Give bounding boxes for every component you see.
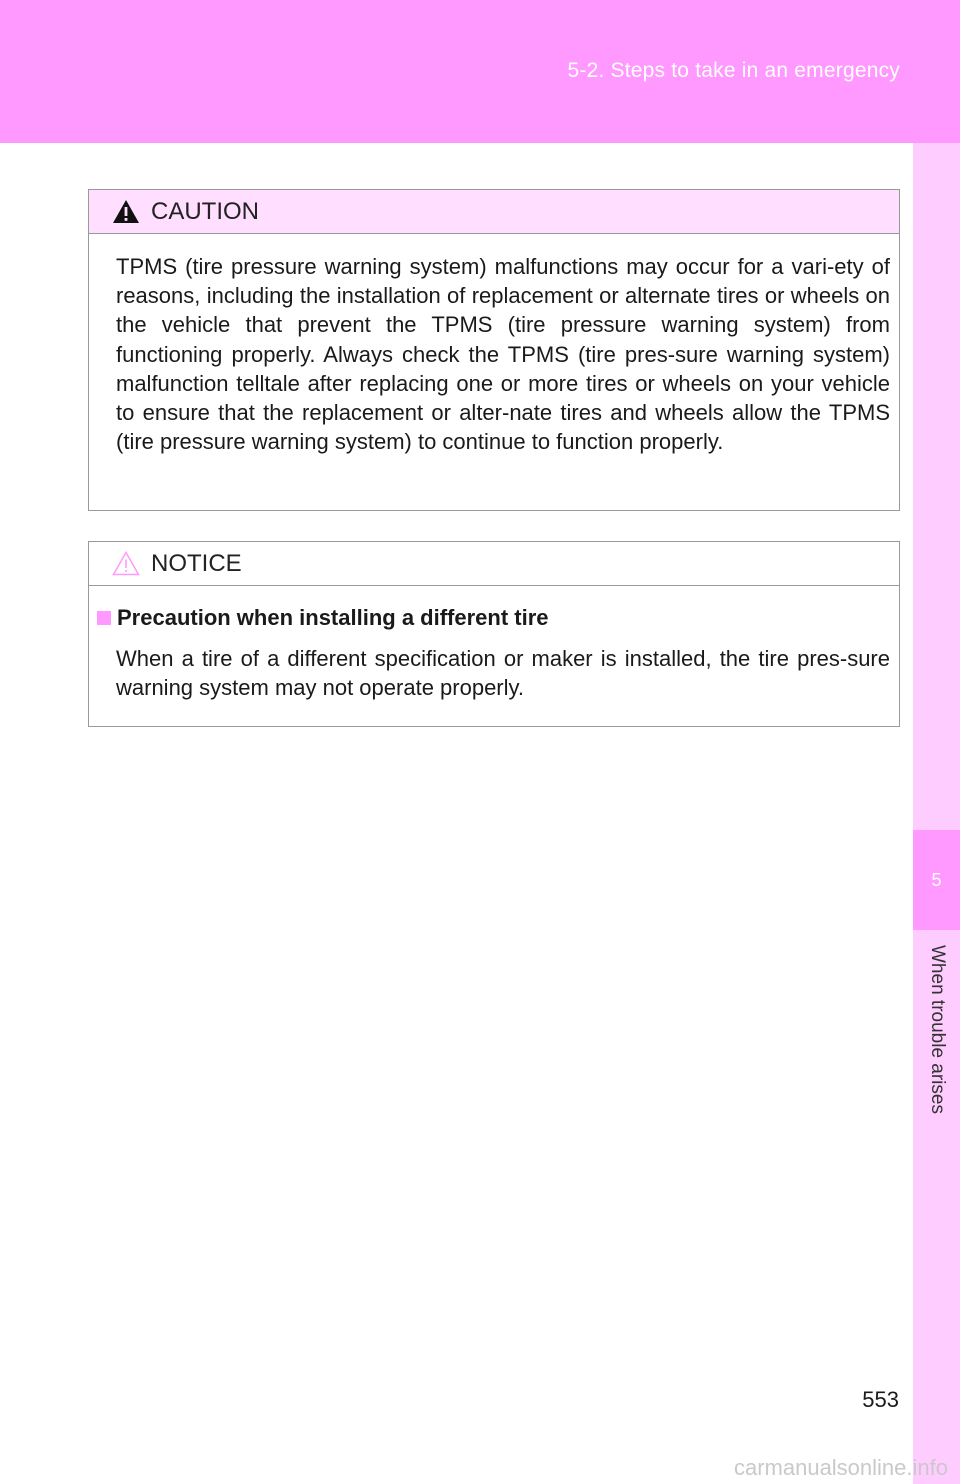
watermark: carmanualsonline.info <box>733 1455 948 1480</box>
warning-triangle-filled-icon <box>112 199 140 224</box>
notice-box <box>88 541 900 727</box>
caution-box <box>88 189 900 511</box>
caution-title: CAUTION <box>151 198 259 225</box>
page-number: 553 <box>862 1387 899 1412</box>
section-title: 5-2. Steps to take in an emergency <box>567 59 900 82</box>
notice-heading-text: Precaution when installing a different tire <box>117 605 549 630</box>
square-bullet-icon <box>97 611 111 625</box>
warning-triangle-outline-icon <box>112 551 140 576</box>
notice-title: NOTICE <box>151 550 242 577</box>
caution-header <box>89 190 899 234</box>
chapter-title-tab: When trouble arises <box>927 945 948 1114</box>
notice-text: When a tire of a different specification or maker is installed, the tire pres-sure warning system may not operate properly. <box>116 646 890 701</box>
notice-header <box>89 542 899 586</box>
page-header <box>0 0 960 143</box>
notice-subheading <box>97 605 549 631</box>
chapter-number-tab: 5 <box>913 830 960 930</box>
side-tab <box>913 143 960 1484</box>
caution-text: TPMS (tire pressure warning system) malfunctions may occur for a vari-ety of reasons, including the installation of replacement or alternate tires or wheels on the vehicle that prevent the TPMS (tire pressure warning system) from functioning properly. Always check the TPMS (tire pres-sure warning system) malfunction telltale after replacing one or more tires or wheels on your vehicle to ensure that the replacement or alter-nate tires and wheels allow the TPMS (tire pressure warning system) to continue to function properly. <box>116 254 890 455</box>
